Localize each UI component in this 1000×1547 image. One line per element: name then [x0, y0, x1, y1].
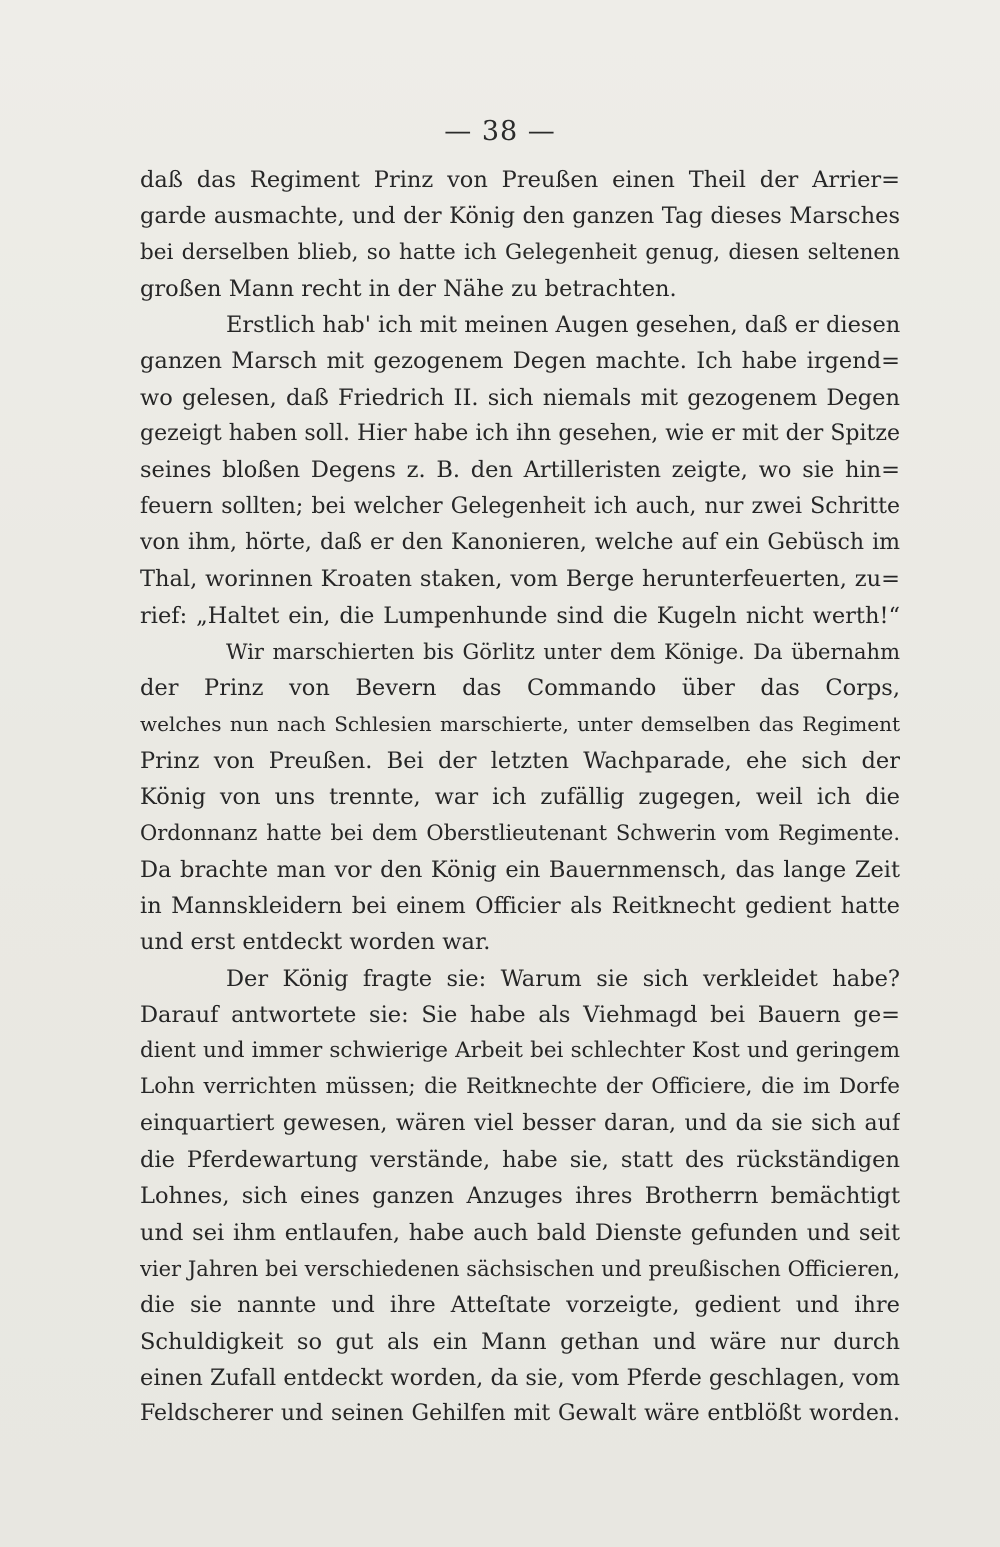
- text-line: König von uns trennte, war ich zufällig zugegen, weil ich die: [140, 784, 900, 811]
- text-line: großen Mann recht in der Nähe zu betrachten.: [140, 275, 677, 302]
- text-line: feuern sollten; bei welcher Gelegenheit ich auch, nur zwei Schritte: [140, 493, 900, 519]
- text-line: welches nun nach Schlesien marschierte, unter demselben das Regiment: [140, 712, 900, 737]
- text-line: in Mannskleidern bei einem Officier als Reitknecht gedient hatte: [140, 892, 900, 919]
- text-line: Wir marschierten bis Görlitz unter dem Könige. Da übernahm: [226, 639, 900, 664]
- text-line: vier Jahren bei verschiedenen sächsischen und preußischen Officieren,: [140, 1256, 900, 1281]
- text-line: wo gelesen, daß Friedrich II. sich niemals mit gezogenem Degen: [140, 384, 900, 411]
- text-line: die Pferdewartung verstände, habe sie, statt des rückständigen: [140, 1147, 900, 1174]
- text-line: daß das Regiment Prinz von Preußen einen Theil der Arrier=: [140, 167, 900, 193]
- text-line: Ordonnanz hatte bei dem Oberstlieutenant Schwerin vom Regimente.: [140, 821, 900, 846]
- text-line: garde ausmachte, und der König den ganzen Tag dieses Marsches: [140, 203, 900, 230]
- text-line: gezeigt haben soll. Hier habe ich ihn gesehen, wie er mit der Spitze: [140, 421, 900, 447]
- page-number: — 38 —: [444, 116, 556, 147]
- text-line: und erst entdeckt worden war.: [140, 929, 491, 956]
- text-line: Da brachte man vor den König ein Bauernmensch, das lange Zeit: [140, 856, 900, 883]
- text-line: rief: „Haltet ein, die Lumpenhunde sind die Kugeln nicht werth!“: [140, 602, 900, 629]
- text-line: Lohnes, sich eines ganzen Anzuges ihres Brotherrn bemächtigt: [140, 1183, 900, 1210]
- text-line: von ihm, hörte, daß er den Kanonieren, welche auf ein Gebüsch im: [140, 529, 900, 555]
- text-line: Thal, worinnen Kroaten staken, vom Berge herunterfeuerten, zu=: [140, 566, 900, 593]
- text-line: ganzen Marsch mit gezogenem Degen machte. Ich habe irgend=: [140, 348, 900, 375]
- text-line: Lohn verrichten müssen; die Reitknechte der Officiere, die im Dorfe: [140, 1074, 900, 1100]
- text-line: bei derselben blieb, so hatte ich Gelegenheit genug, diesen seltenen: [140, 239, 900, 265]
- text-line: einquartiert gewesen, wären viel besser daran, und da sie sich auf: [140, 1110, 900, 1136]
- text-line: Der König fragte sie: Warum sie sich verkleidet habe?: [226, 965, 900, 992]
- text-line: Feldscherer und seinen Gehilfen mit Gewalt wäre entblößt worden.: [140, 1401, 900, 1427]
- body-text: [140, 162, 900, 1432]
- text-line: Schuldigkeit so gut als ein Mann gethan und wäre nur durch: [140, 1328, 900, 1355]
- text-line: der Prinz von Bevern das Commando über das Corps,: [140, 675, 900, 702]
- text-line: einen Zufall entdeckt worden, da sie, vom Pferde geschlagen, vom: [140, 1364, 900, 1391]
- text-line: dient und immer schwierige Arbeit bei schlechter Kost und geringem: [140, 1038, 900, 1064]
- text-line: seines bloßen Degens z. B. den Artilleristen zeigte, wo sie hin=: [140, 457, 900, 484]
- text-line: und sei ihm entlaufen, habe auch bald Dienste gefunden und seit: [140, 1219, 900, 1246]
- text-line: Prinz von Preußen. Bei der letzten Wachparade, ehe sich der: [140, 747, 900, 774]
- text-line: die sie nannte und ihre Atteſtate vorzeigte, gedient und ihre: [140, 1292, 900, 1319]
- text-line: Darauf antwortete sie: Sie habe als Viehmagd bei Bauern ge=: [140, 1001, 900, 1028]
- text-line: Erstlich hab' ich mit meinen Augen gesehen, daß er diesen: [226, 312, 900, 339]
